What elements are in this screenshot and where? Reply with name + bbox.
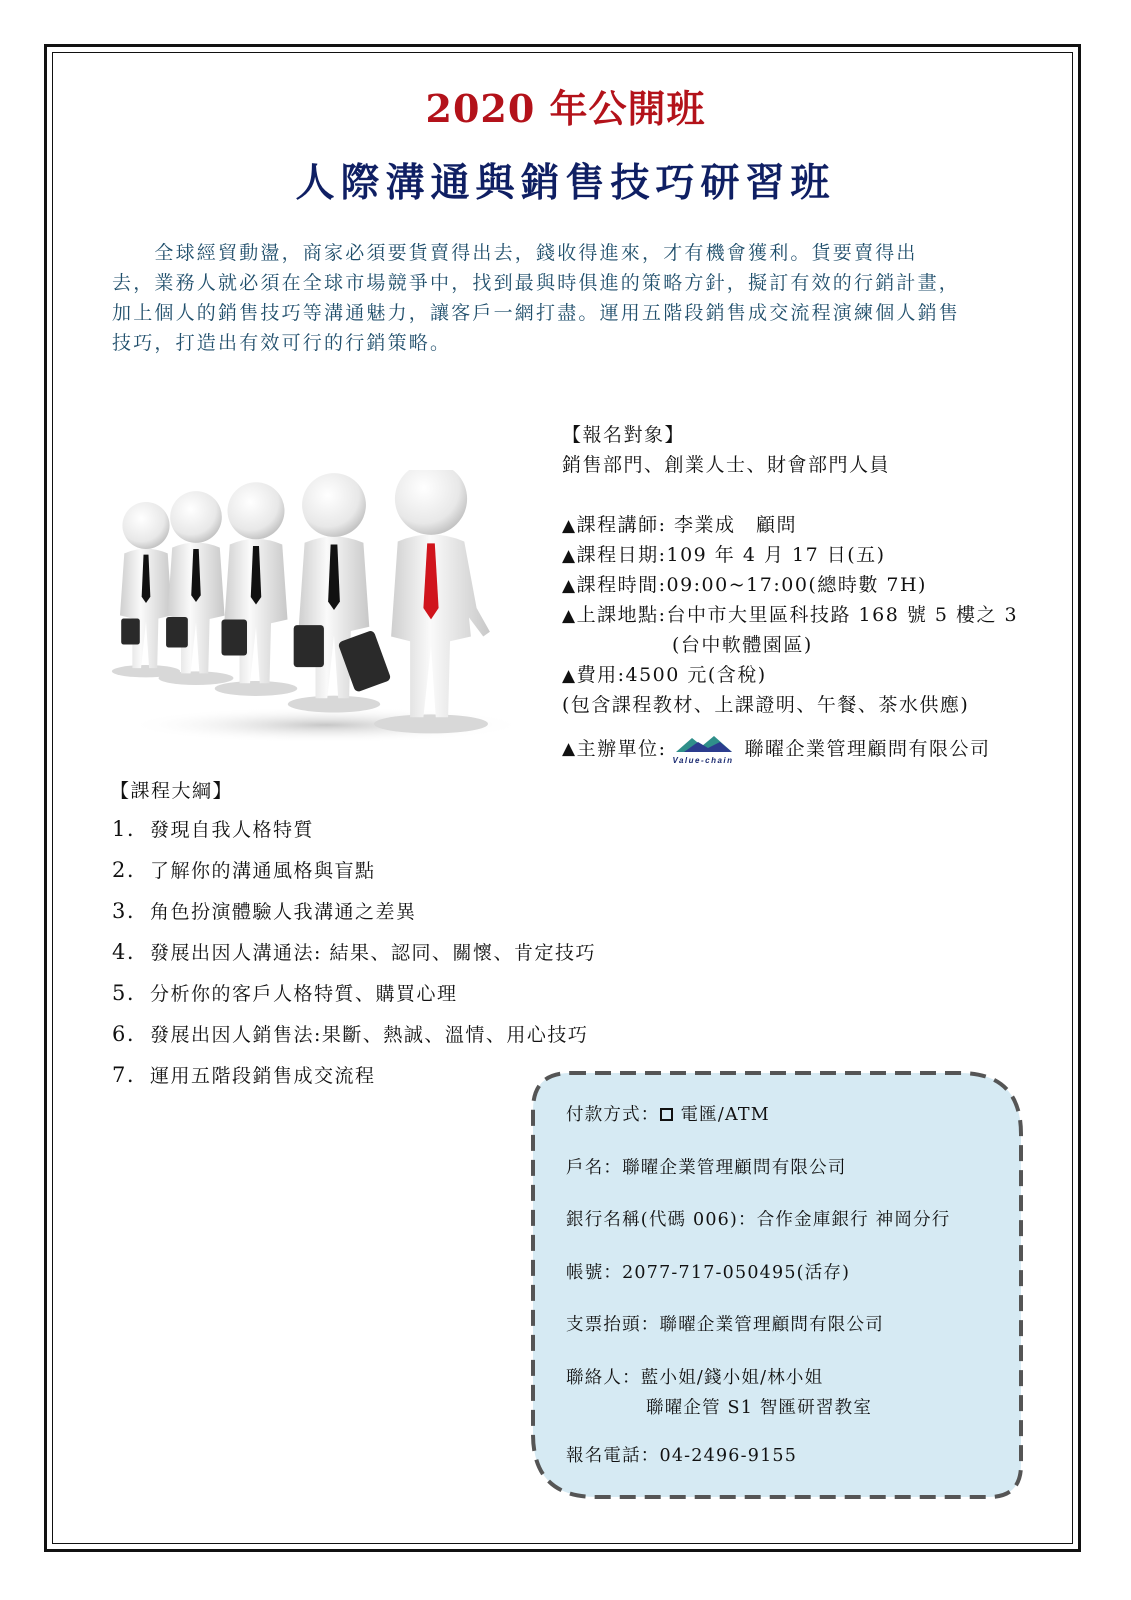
triangle-bullet-icon: ▲ — [562, 546, 577, 566]
intro-line: 全球經貿動盪，商家必須要貨賣得出去，錢收得進來，才有機會獲利。貨要賣得出 — [112, 242, 918, 264]
payment-method-label: 付款方式： — [566, 1105, 660, 1125]
contact-row — [566, 1363, 950, 1441]
target-heading: 【報名對象】 — [562, 424, 686, 446]
time-row — [562, 570, 1062, 600]
phone: 報名電話：04-2496-9155 — [566, 1445, 798, 1466]
intro-paragraph — [112, 238, 1022, 358]
outline-number: 5. — [112, 981, 136, 1005]
account-name: 戶名：聯曜企業管理顧問有限公司 — [566, 1157, 847, 1178]
venue: 上課地點:台中市大里區科技路 168 號 5 樓之 3 — [576, 604, 1019, 626]
course-date: 課程日期:109 年 4 月 17 日(五) — [576, 544, 886, 566]
venue-note: (台中軟體園區) — [672, 634, 813, 656]
intro-line: 去，業務人就必須在全球市場競爭中，找到最與時俱進的策略方針，擬訂有效的行銷計畫， — [112, 272, 961, 294]
course-outline-list — [112, 812, 596, 1099]
outline-item — [112, 976, 596, 1017]
outline-number: 2. — [112, 858, 136, 882]
check-title: 支票抬頭：聯曜企業管理顧問有限公司 — [566, 1315, 884, 1335]
outline-text: 發展出因人銷售法:果斷、熱誠、溫情、用心技巧 — [150, 1024, 589, 1046]
payment-details — [566, 1100, 950, 1493]
payment-method-row — [566, 1100, 950, 1153]
logo-text: Value-chain — [672, 756, 735, 765]
outline-text: 發展出因人溝通法: 結果、認同、關懷、肯定技巧 — [150, 942, 596, 964]
outline-text: 了解你的溝通風格與盲點 — [150, 860, 376, 882]
outline-item — [112, 853, 596, 894]
course-info — [562, 420, 1062, 766]
outline-text: 運用五階段銷售成交流程 — [150, 1065, 376, 1087]
contact: 聯絡人：藍小姐/錢小姐/林小姐 — [566, 1367, 824, 1388]
triangle-bullet-icon: ▲ — [562, 576, 577, 596]
fee: 費用:4500 元(含稅) — [576, 664, 767, 686]
account-number: 帳號：2077-717-050495(活存) — [566, 1262, 851, 1283]
walking-businessmen-illustration — [96, 470, 526, 745]
figure-3 — [215, 482, 298, 696]
outline-number: 1. — [112, 817, 136, 841]
organizer-row — [562, 732, 1062, 766]
triangle-bullet-icon: ▲ — [562, 516, 577, 536]
date-row — [562, 540, 1062, 570]
figure-2 — [159, 491, 234, 685]
course-time: 課程時間:09:00~17:00(總時數 7H) — [576, 574, 927, 596]
triangle-bullet-icon: ▲ — [562, 739, 577, 759]
outline-item — [112, 1017, 596, 1058]
triangle-bullet-icon: ▲ — [562, 606, 577, 626]
contact-location: 聯曜企管 S1 智匯研習教室 — [646, 1397, 873, 1418]
outline-heading: 【課程大綱】 — [110, 780, 234, 802]
outline-number: 4. — [112, 940, 136, 964]
value-chain-logo-icon — [670, 732, 736, 766]
bank-name: 銀行名稱(代碼 006)：合作金庫銀行 神岡分行 — [566, 1210, 951, 1230]
outline-number: 7. — [112, 1063, 136, 1087]
lecturer-row — [562, 510, 1062, 540]
target-value: 銷售部門、創業人士、財會部門人員 — [562, 454, 891, 476]
organizer-label: 主辦單位: — [576, 738, 667, 760]
outline-item — [112, 935, 596, 976]
outline-item — [112, 894, 596, 935]
organizer-name: 聯曜企業管理顧問有限公司 — [744, 738, 991, 760]
outline-text: 角色扮演體驗人我溝通之差異 — [150, 901, 417, 923]
fee-row — [562, 660, 1062, 690]
intro-line: 技巧，打造出有效可行的行銷策略。 — [112, 332, 452, 354]
outline-text: 發現自我人格特質 — [150, 819, 315, 841]
title-year: 2020 年公開班 — [425, 86, 706, 131]
intro-line: 加上個人的銷售技巧等溝通魅力，讓客戶一網打盡。運用五階段銷售成交流程演練個人銷售 — [112, 302, 961, 324]
payment-method-value: 電匯/ATM — [680, 1105, 770, 1125]
fee-note: (包含課程教材、上課證明、午餐、茶水供應) — [562, 694, 970, 716]
lecturer: 課程講師: 李業成 顧問 — [576, 514, 798, 536]
venue-row — [562, 600, 1062, 630]
outline-item — [112, 812, 596, 853]
triangle-bullet-icon: ▲ — [562, 666, 577, 686]
outline-item — [112, 1058, 596, 1099]
outline-number: 6. — [112, 1022, 136, 1046]
title-course: 人際溝通與銷售技巧研習班 — [295, 160, 836, 206]
outline-text: 分析你的客戶人格特質、購買心理 — [150, 983, 458, 1005]
payment-checkbox[interactable] — [660, 1108, 673, 1121]
outline-number: 3. — [112, 899, 136, 923]
